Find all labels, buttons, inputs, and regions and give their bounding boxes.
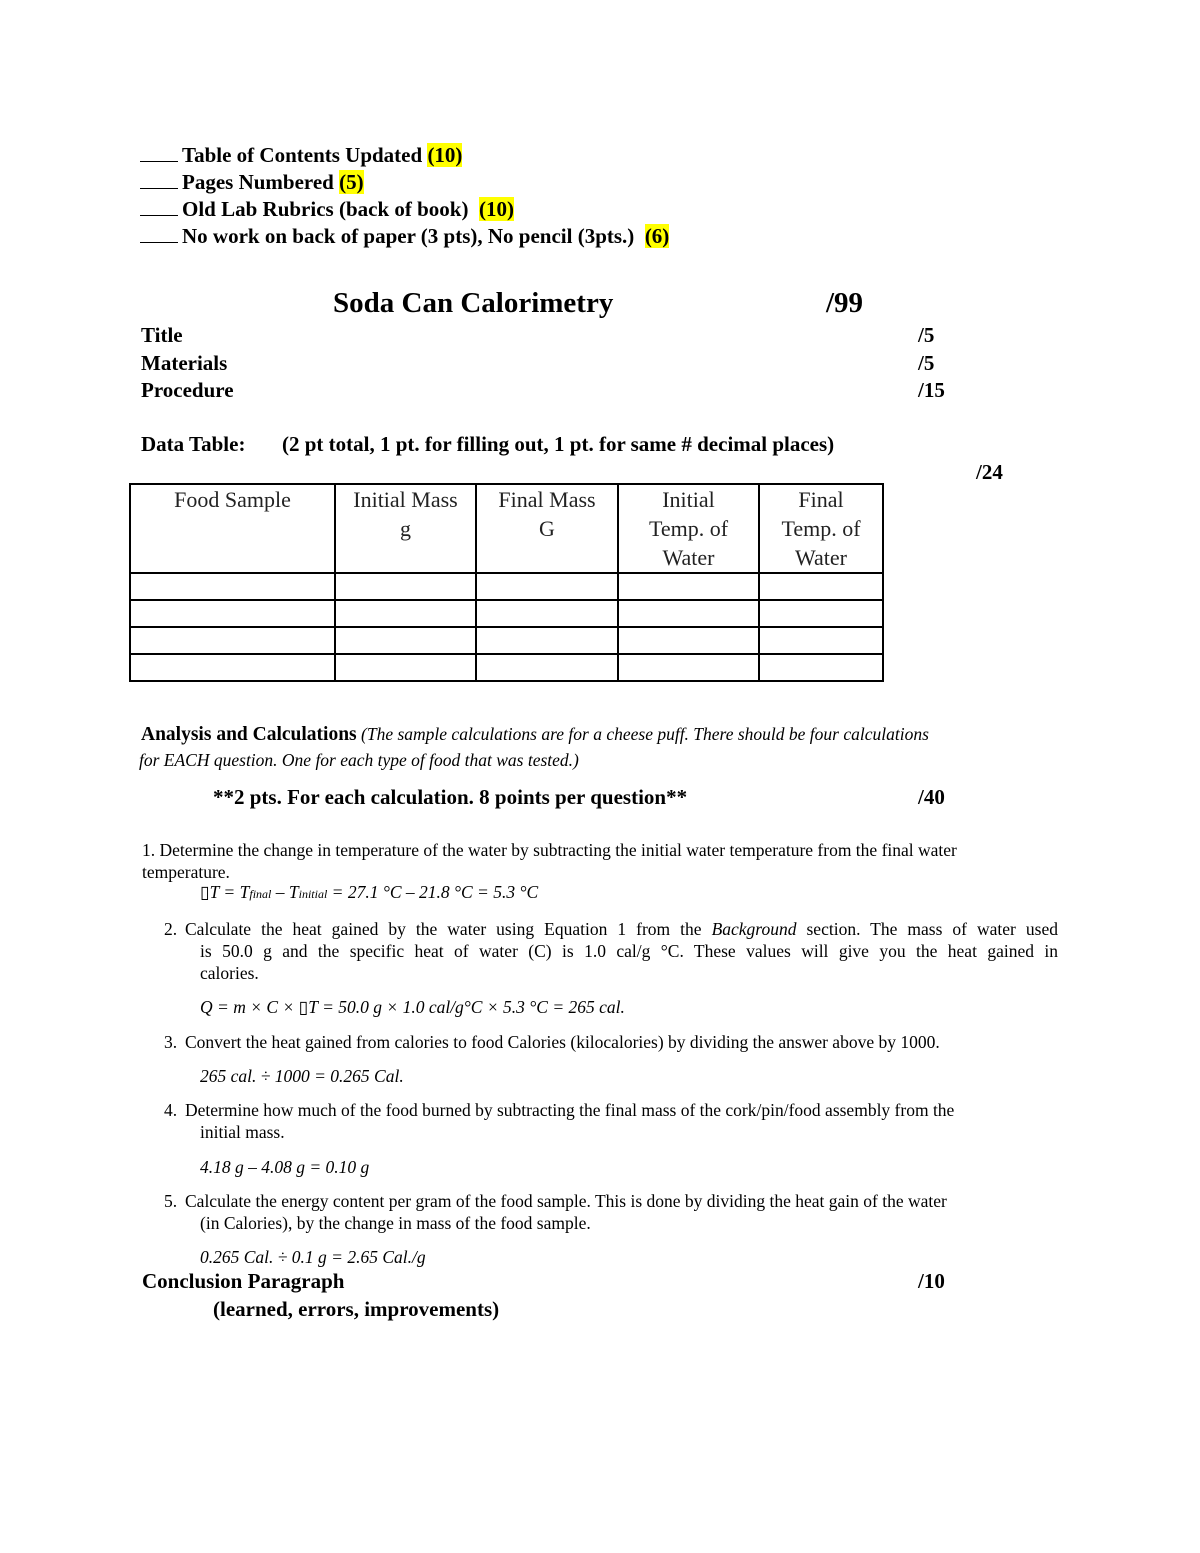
question-2-calc: Q = m × C × ▯T = 50.0 g × 1.0 cal/g°C × 5.3 °C = 265 cal.: [200, 997, 625, 1017]
blank-line: [140, 224, 178, 243]
table-cell[interactable]: [130, 627, 335, 654]
table-cell[interactable]: [335, 573, 476, 600]
section-procedure-score: /15: [918, 378, 945, 402]
question-3-calc: 265 cal. ÷ 1000 = 0.265 Cal.: [200, 1066, 404, 1086]
table-cell[interactable]: [618, 600, 759, 627]
header-final-temp: Final Temp. of Water: [759, 484, 883, 573]
data-table-label: Data Table:: [141, 432, 246, 456]
table-cell[interactable]: [130, 654, 335, 681]
data-table-score: /24: [976, 460, 1003, 484]
conclusion-score: /10: [918, 1269, 945, 1293]
table-cell[interactable]: [335, 627, 476, 654]
points-badge: (6): [644, 224, 670, 248]
table-cell[interactable]: [335, 600, 476, 627]
question-1-text: 1. Determine the change in temperature of the water by subtracting the initial water temperature from the final water: [142, 840, 957, 860]
table-cell[interactable]: [759, 654, 883, 681]
table-cell[interactable]: [476, 600, 618, 627]
points-badge: (10): [427, 143, 463, 167]
table-cell[interactable]: [130, 600, 335, 627]
section-materials-label: Materials: [141, 351, 228, 375]
table-cell[interactable]: [476, 627, 618, 654]
header-food-sample: Food Sample: [130, 484, 335, 573]
question-4-number: 4.: [164, 1100, 178, 1120]
table-cell[interactable]: [335, 654, 476, 681]
table-header-row: [130, 484, 883, 573]
question-4-text-cont: initial mass.: [200, 1122, 285, 1142]
blank-line: [140, 197, 178, 216]
question-5-text-cont: (in Calories), by the change in mass of the food sample.: [200, 1213, 591, 1233]
header-final-mass: Final Mass G: [476, 484, 618, 573]
table-cell[interactable]: [618, 627, 759, 654]
title-score: /99: [826, 287, 864, 319]
table-cell[interactable]: [759, 573, 883, 600]
analysis-heading: Analysis and Calculations (The sample calculations are for a cheese puff. There should be four calculations: [141, 724, 929, 745]
question-5-calc: 0.265 Cal. ÷ 0.1 g = 2.65 Cal./g: [200, 1247, 426, 1267]
table-cell[interactable]: [618, 573, 759, 600]
question-5-number: 5.: [164, 1191, 178, 1211]
question-3-number: 3.: [164, 1032, 178, 1052]
conclusion-note: (learned, errors, improvements): [213, 1297, 500, 1321]
question-5-text: Calculate the energy content per gram of the food sample. This is done by dividing the heat gain of the water: [185, 1191, 947, 1211]
page-title: Soda Can Calorimetry: [333, 287, 614, 319]
header-initial-mass: Initial Mass g: [335, 484, 476, 573]
question-2-text-end: calories.: [200, 963, 259, 983]
table-cell[interactable]: [476, 573, 618, 600]
section-procedure-label: Procedure: [141, 378, 234, 402]
checklist-item-toc: Table of Contents Updated (10): [140, 143, 462, 168]
question-1-text-cont: temperature.: [142, 862, 230, 882]
table-row: [130, 600, 883, 627]
table-cell[interactable]: [476, 654, 618, 681]
table-row: [130, 654, 883, 681]
question-2-text: Calculate the heat gained by the water using Equation 1 from the Background section. The mass of water used: [185, 919, 1058, 939]
analysis-score: /40: [918, 785, 945, 809]
section-materials-score: /5: [918, 351, 935, 375]
points-badge: (10): [478, 197, 514, 221]
header-initial-temp: Initial Temp. of Water: [618, 484, 759, 573]
blank-line: [140, 143, 178, 162]
table-cell[interactable]: [759, 627, 883, 654]
question-4-calc: 4.18 g – 4.08 g = 0.10 g: [200, 1157, 370, 1177]
question-2-text-cont: is 50.0 g and the specific heat of water (C) is 1.0 cal/g °C. These values will give you the heat gained in: [200, 941, 1058, 961]
points-badge: (5): [339, 170, 364, 194]
question-4-text: Determine how much of the food burned by subtracting the final mass of the cork/pin/food assembly from the: [185, 1100, 955, 1120]
section-title-score: /5: [918, 323, 935, 347]
data-table: [129, 483, 884, 682]
blank-line: [140, 170, 178, 189]
conclusion-label: Conclusion Paragraph: [142, 1269, 345, 1293]
question-3-text: Convert the heat gained from calories to food Calories (kilocalories) by dividing the answer above by 1000.: [185, 1032, 940, 1052]
table-row: [130, 627, 883, 654]
question-2-number: 2.: [164, 919, 178, 939]
data-table-note: (2 pt total, 1 pt. for filling out, 1 pt. for same # decimal places): [282, 432, 835, 456]
question-1-calc: ▯T = Tfinal – Tinitial = 27.1 °C – 21.8 °C = 5.3 °C: [200, 882, 539, 902]
table-row: [130, 573, 883, 600]
table-cell[interactable]: [130, 573, 335, 600]
checklist-item-work: No work on back of paper (3 pts), No pencil (3pts.) (6): [140, 224, 669, 249]
checklist-item-pages: Pages Numbered (5): [140, 170, 364, 195]
section-title-label: Title: [141, 323, 183, 347]
table-cell[interactable]: [618, 654, 759, 681]
checklist-item-rubrics: Old Lab Rubrics (back of book) (10): [140, 197, 514, 222]
table-cell[interactable]: [759, 600, 883, 627]
analysis-note: for EACH question. One for each type of food that was tested.): [139, 750, 579, 770]
analysis-points-line: **2 pts. For each calculation. 8 points per question**: [213, 785, 688, 809]
